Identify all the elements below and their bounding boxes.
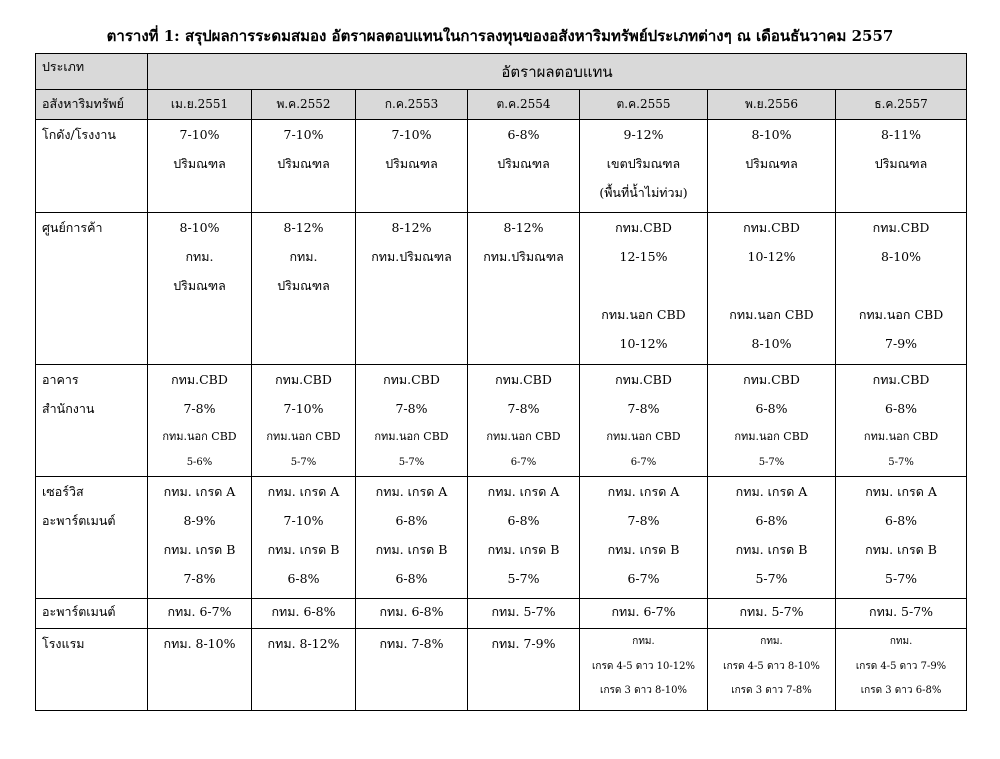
- table-cell: กทม. 6-8%: [356, 599, 468, 629]
- table-cell: กทม. เกรด A 7-10% กทม. เกรด B 6-8%: [252, 477, 356, 599]
- header-date: ต.ค.2554: [468, 90, 580, 120]
- table-cell: กทม. เกรด A 6-8% กทม. เกรด B 6-8%: [356, 477, 468, 599]
- row-label: โกดัง/โรงงาน: [36, 120, 148, 213]
- table-cell: กทม. 6-7%: [580, 599, 708, 629]
- table-cell: กทม. เกรด 4-5 ดาว 7-9% เกรด 3 ดาว 6-8%: [836, 629, 967, 711]
- row-label: อาคาร สำนักงาน: [36, 365, 148, 477]
- header-row-top: [36, 54, 967, 90]
- table-cell: 8-12% กทม.ปริมณฑล: [468, 213, 580, 365]
- header-category-bottom: อสังหาริมทรัพย์: [36, 90, 148, 120]
- table-cell: 7-10% ปริมณฑล: [356, 120, 468, 213]
- header-date: เม.ย.2551: [148, 90, 252, 120]
- table-cell: กทม. 5-7%: [708, 599, 836, 629]
- table-cell: กทม. 8-12%: [252, 629, 356, 711]
- row-label: ศูนย์การค้า: [36, 213, 148, 365]
- table-cell: กทม.CBD 12-15% กทม.นอก CBD 10-12%: [580, 213, 708, 365]
- table-cell: กทม. 8-10%: [148, 629, 252, 711]
- table-cell: 9-12% เขตปริมณฑล (พื้นที่น้ำไม่ท่วม): [580, 120, 708, 213]
- table-cell: กทม.CBD 7-8% กทม.นอก CBD 6-7%: [468, 365, 580, 477]
- table-cell: กทม.CBD 8-10% กทม.นอก CBD 7-9%: [836, 213, 967, 365]
- row-label: เซอร์วิส อะพาร์ตเมนต์: [36, 477, 148, 599]
- table-cell: กทม. 6-8%: [252, 599, 356, 629]
- header-return-group: อัตราผลตอบแทน: [148, 54, 967, 90]
- table-cell: 7-10% ปริมณฑล: [252, 120, 356, 213]
- header-category-top: ประเภท: [36, 54, 148, 90]
- table-title: ตารางที่ 1: สรุปผลการระดมสมอง อัตราผลตอบแทนในการลงทุนของอสังหาริมทรัพย์ประเภทต่างๆ ณ เดือนธันวาคม 2557: [106, 27, 894, 45]
- table-row-warehouse: [36, 120, 967, 213]
- table-cell: กทม. 6-7%: [148, 599, 252, 629]
- table-cell: กทม.CBD 7-8% กทม.นอก CBD 6-7%: [580, 365, 708, 477]
- table-row-mall: [36, 213, 967, 365]
- table-cell: กทม. 5-7%: [468, 599, 580, 629]
- table-cell: กทม. เกรด A 7-8% กทม. เกรด B 6-7%: [580, 477, 708, 599]
- header-date: ต.ค.2555: [580, 90, 708, 120]
- header-date: พ.ย.2556: [708, 90, 836, 120]
- table-row-hotel: [36, 629, 967, 711]
- table-row-office: [36, 365, 967, 477]
- table-row-serviced-apartment: [36, 477, 967, 599]
- table-cell: กทม.CBD 6-8% กทม.นอก CBD 5-7%: [708, 365, 836, 477]
- table-cell: 8-11% ปริมณฑล: [836, 120, 967, 213]
- table-cell: กทม. เกรด A 6-8% กทม. เกรด B 5-7%: [468, 477, 580, 599]
- header-date: พ.ค.2552: [252, 90, 356, 120]
- table-cell: 8-10% ปริมณฑล: [708, 120, 836, 213]
- row-label: อะพาร์ตเมนต์: [36, 599, 148, 629]
- table-cell: กทม. 7-8%: [356, 629, 468, 711]
- table-cell: กทม. เกรด A 6-8% กทม. เกรด B 5-7%: [708, 477, 836, 599]
- header-date: ก.ค.2553: [356, 90, 468, 120]
- table-cell: กทม. เกรด 4-5 ดาว 8-10% เกรด 3 ดาว 7-8%: [708, 629, 836, 711]
- table-cell: กทม.CBD 7-10% กทม.นอก CBD 5-7%: [252, 365, 356, 477]
- table-cell: กทม.CBD 10-12% กทม.นอก CBD 8-10%: [708, 213, 836, 365]
- table-cell: 7-10% ปริมณฑล: [148, 120, 252, 213]
- row-label: โรงแรม: [36, 629, 148, 711]
- table-cell: กทม. เกรด A 8-9% กทม. เกรด B 7-8%: [148, 477, 252, 599]
- table-cell: กทม. เกรด A 6-8% กทม. เกรด B 5-7%: [836, 477, 967, 599]
- table-cell: กทม. 5-7%: [836, 599, 967, 629]
- table-cell: กทม.CBD 7-8% กทม.นอก CBD 5-7%: [356, 365, 468, 477]
- header-date: ธ.ค.2557: [836, 90, 967, 120]
- returns-table: [35, 53, 967, 711]
- table-cell: กทม. เกรด 4-5 ดาว 10-12% เกรด 3 ดาว 8-10%: [580, 629, 708, 711]
- table-cell: กทม.CBD 6-8% กทม.นอก CBD 5-7%: [836, 365, 967, 477]
- table-cell: 8-12% กทม. ปริมณฑล: [252, 213, 356, 365]
- table-cell: 8-12% กทม.ปริมณฑล: [356, 213, 468, 365]
- table-cell: 8-10% กทม. ปริมณฑล: [148, 213, 252, 365]
- table-cell: กทม. 7-9%: [468, 629, 580, 711]
- table-cell: 6-8% ปริมณฑล: [468, 120, 580, 213]
- table-row-apartment: [36, 599, 967, 629]
- table-cell: กทม.CBD 7-8% กทม.นอก CBD 5-6%: [148, 365, 252, 477]
- header-row-dates: [36, 90, 967, 120]
